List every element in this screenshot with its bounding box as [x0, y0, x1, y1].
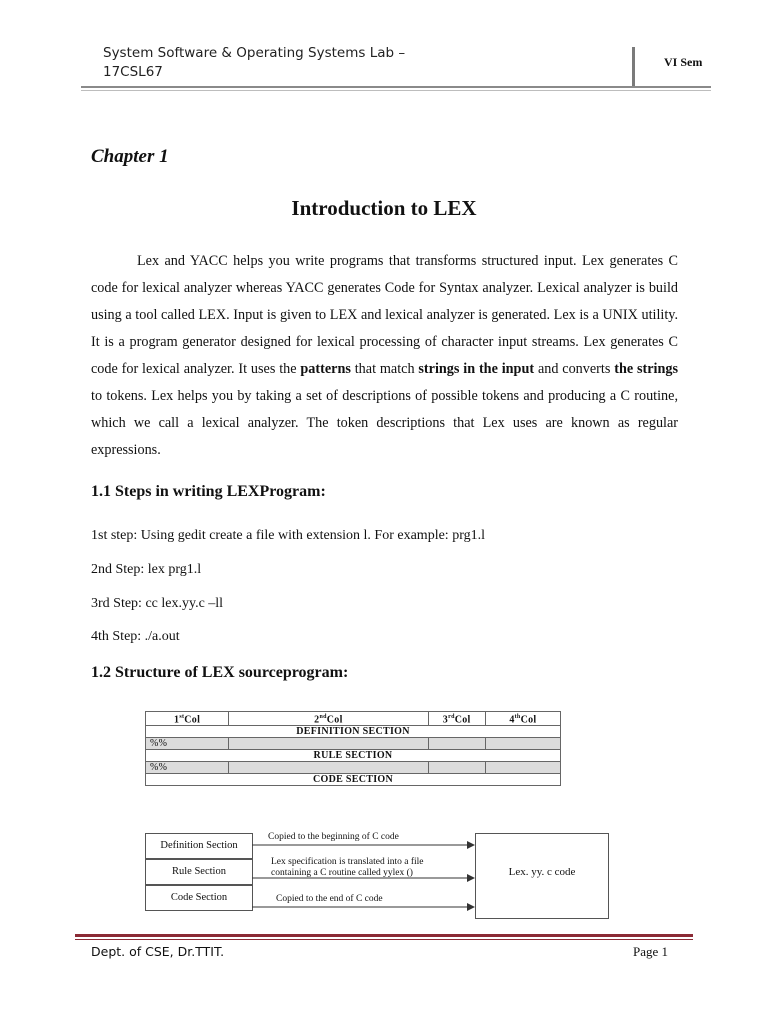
code-section-cell: CODE SECTION [146, 774, 561, 786]
header-rule-thin [81, 90, 711, 91]
table-row [146, 726, 561, 738]
table-col3-header: 3rdCol [428, 712, 485, 726]
section-1-1-heading: 1.1 Steps in writing LEXProgram: [91, 483, 326, 500]
header-divider-vertical [632, 47, 635, 87]
arrow-label-rule [271, 857, 471, 879]
intro-paragraph [91, 248, 678, 464]
intro-text-1: Lex and YACC helps you write programs that transforms structured input. Lex generates C code for lexical analyzer whereas YACC generates Code for Syntax analyzer. Lexical analyzer is build using a tool called LEX. Input is given to LEX and lexical analyzer is generated. Lex is a UNIX utility. It is a program generator designed for lexical processing of character input streams. Lex generates C code for lexical analyzer. It uses the [91, 253, 678, 377]
header-rule [81, 86, 711, 88]
header-course-code: 17CSL67 [103, 64, 163, 80]
header-semester: VI Sem [664, 55, 703, 69]
table-row [146, 774, 561, 786]
step-item: 4th Step: ./a.out [91, 629, 180, 644]
intro-bold-patterns: patterns [300, 361, 351, 377]
intro-text-4: to tokens. Lex helps you by taking a set of descriptions of possible tokens and producing a C routine, which we call a lexical analyzer. The token descriptions that Lex uses are known as regular expressions. [91, 388, 678, 458]
section-1-2-heading: 1.2 Structure of LEX sourceprogram: [91, 664, 349, 681]
table-row [146, 762, 561, 774]
footer-page-number: Page 1 [633, 944, 669, 959]
step-item: 3rd Step: cc lex.yy.c –ll [91, 596, 224, 611]
rule-section-cell: RULE SECTION [146, 750, 561, 762]
step-item: 1st step: Using gedit create a file with extension l. For example: prg1.l [91, 528, 485, 543]
rule-section-box: Rule Section [145, 859, 253, 885]
definition-section-cell: DEFINITION SECTION [146, 726, 561, 738]
header-course [103, 44, 423, 82]
intro-bold-the-strings: the strings [614, 361, 678, 377]
table-col1-header: 1stCol [146, 712, 229, 726]
table-header-row [146, 712, 561, 726]
step-item: 2nd Step: lex prg1.l [91, 562, 202, 577]
footer-department: Dept. of CSE, Dr.TTIT. [91, 944, 225, 959]
arrow-label-definition: Copied to the beginning of C code [268, 832, 399, 842]
chapter-label: Chapter 1 [91, 146, 169, 167]
footer-rule [75, 934, 693, 937]
intro-text-2: that match [350, 361, 419, 377]
table-col4-header: 4thCol [485, 712, 560, 726]
intro-bold-strings-in-input: strings in the input [418, 361, 535, 377]
definition-section-box: Definition Section [145, 833, 253, 859]
table-col2-header: 2ndCol [229, 712, 428, 726]
header-course-title: System Software & Operating Systems Lab – [103, 45, 406, 61]
output-box: Lex. yy. c code [475, 833, 609, 919]
code-section-box: Code Section [145, 885, 253, 911]
lex-structure-table [145, 711, 561, 786]
footer-rule-thin [75, 939, 693, 940]
separator-cell: %% [146, 738, 229, 750]
intro-text-3: and converts [534, 361, 615, 377]
table-row [146, 738, 561, 750]
separator-cell: %% [146, 762, 229, 774]
arrow-label-rule-line1: Lex specification is translated into a file [271, 857, 424, 867]
arrow-label-rule-line2: containing a C routine called yylex () [271, 868, 413, 878]
table-row [146, 750, 561, 762]
page-title: Introduction to LEX [291, 196, 477, 220]
arrow-label-code: Copied to the end of C code [276, 894, 383, 904]
